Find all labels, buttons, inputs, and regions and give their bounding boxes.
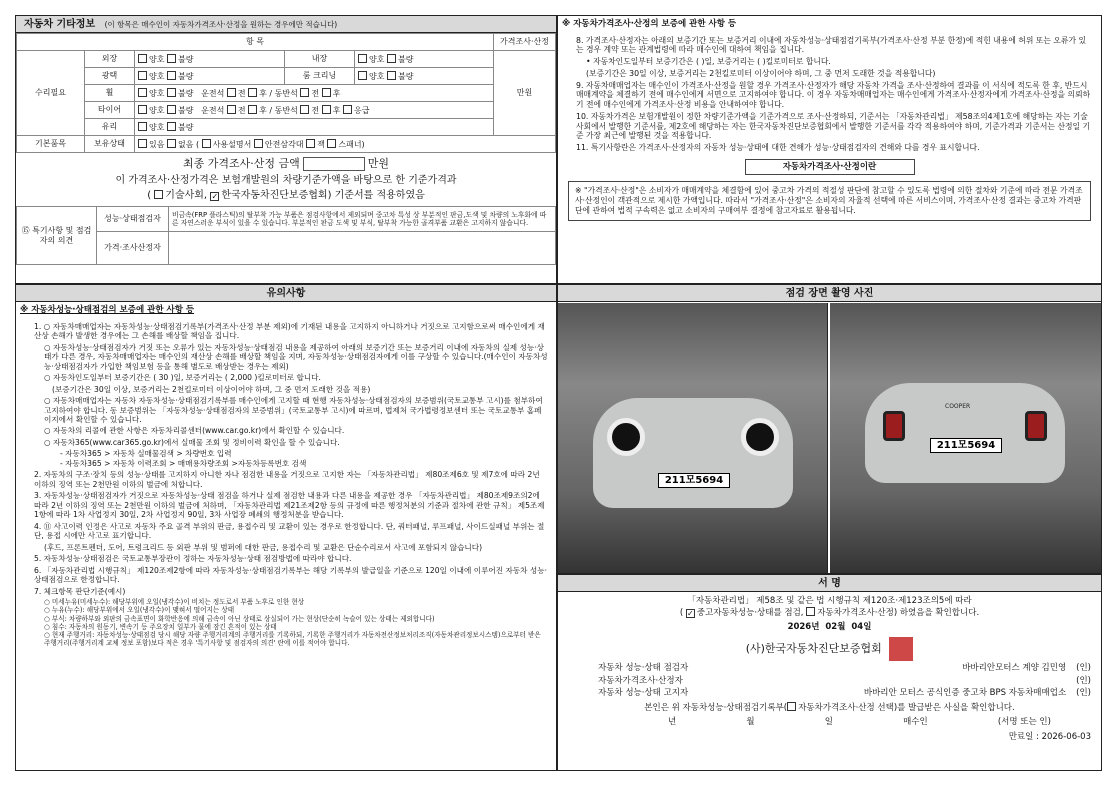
used-car-check-checkbox[interactable]	[686, 609, 695, 618]
photo-header: 점검 장면 촬영 사진	[558, 285, 1101, 302]
rear-photo[interactable]	[830, 303, 1102, 573]
criteria-item: ○ 침수: 자동차의 원동기, 변속기 등 주요장치 일부가 물에 잠긴 흔적이 있는 상태	[44, 622, 277, 631]
interior-good-checkbox[interactable]	[358, 54, 367, 63]
guarantee-item-11: 11. 특기사항란은 가격조사·산정자의 자동차 성능·상태에 대한 견해가 성능·상태점검자의 견해와 다를 경우 표시합니다.	[576, 142, 980, 152]
basis-line1: 이 가격조사·산정가격은 보험개발원의 차량기준가액을 바탕으로 한 기준가격과	[115, 175, 457, 186]
wheel-good-checkbox[interactable]	[138, 88, 147, 97]
row-exterior: 외장	[85, 51, 135, 68]
car-front-image	[593, 398, 793, 508]
guarantee-period: • 자동차인도일부터 보증기간은 ( )일, 보증거리는 ( )킬로미터로 합니다.	[586, 57, 831, 67]
basis-line2: ( 기술사회, ✓ 한국자동차진단보증협회) 기준서를 적용하였음	[16, 190, 556, 203]
guarantee-item-8: 8. 가격조사·산정자는 아래의 보증기간 또는 보증거리 이내에 자동차성능·상태점검기록부(가격조사·산정 부분 한정)에 적힌 내용에 허위 또는 오류가 있는 경우 계약 또는 관계법령에 따라 매수인에 대하여 책임을 집니다.	[576, 35, 1087, 55]
basic-none-checkbox[interactable]	[167, 139, 176, 148]
col-price: 가격조사·산정	[494, 34, 556, 51]
guarantee-item-9: 9. 자동차매매업자는 매수인이 가격조사·산정을 원할 경우 가격조사·산정자가 해당 자동차 가격을 조사·산정하여 결과를 이 서식에 적도록 한 후, 반드시 매매계약을 체결하기 전에 매수인에게 서면으로 고지하여야 합니다. 이 경우 자동차매매업자는 매수인에게 가격조사·산정자에게 가격조사·산정을 의뢰하기 전에 매수인에게 가격조사·산정 비용을 안내하여야 합니다.	[576, 80, 1091, 110]
repair-price-unit: 만원	[494, 51, 556, 136]
tech-society-checkbox[interactable]	[154, 190, 163, 199]
note-item: 1. ○ 자동차매매업자는 자동차성능·상태점검기록부(가격조사·산정 부분 제외)에 기재된 내용을 고지하지 아니하거나 거짓으로 고지함으로써 매수인에게 재산상 손해가 발생한 경우에는 그 손해를 배상할 책임을 집니다.	[34, 321, 545, 341]
expiry-date: 만료일 : 2026-06-03	[1008, 732, 1091, 742]
manual-checkbox[interactable]	[202, 139, 211, 148]
rear-plate: 211모5694	[930, 438, 1002, 453]
special-label: ⑮ 특기사항 및 점검자의 의견	[17, 207, 97, 265]
law-line1: 「자동차관리법」 제58조 및 같은 법 시행규칙 제120조·제123조의5에 따라	[687, 596, 972, 606]
tire-passenger-front-checkbox[interactable]	[300, 105, 309, 114]
special-table	[16, 206, 556, 265]
inspector-opinion: 비금속(FRP 플라스틱)의 탈부착 가능 부품은 점검사항에서 제외되며 중고차 특성 상 부분적인 판금,도색 및 차량의 노후화에 따른 자연스러운 부식이 있을 수 있습니다. 부분적인 판금 도색 및 부식, 탈부착 가능한 골격부품 교환은 고지하지 않습니다.	[169, 207, 556, 232]
price-inspector-opinion	[169, 232, 556, 265]
note-item: 2. 자동차의 구조·장치 등의 성능·상태를 고지하지 아니한 자나 점검한 내용을 거짓으로 고지한 자는 「자동차관리법」 제80조제6호 및 제7호에 따라 2년 이하의 징역 또는 2천만원 이하의 벌금에 처합니다.	[34, 470, 540, 489]
buyer-row: 년 월 일 매수인 (서명 또는 인)	[668, 717, 1051, 728]
glass-bad-checkbox[interactable]	[167, 122, 176, 131]
glass-good-checkbox[interactable]	[138, 122, 147, 131]
photo-panel	[557, 284, 1102, 574]
cooper-badge: COOPER	[945, 403, 971, 410]
final-price-input[interactable]	[303, 157, 365, 171]
row-glass: 유리	[85, 119, 135, 136]
other-info-note: (이 항목은 매수인이 자동차가격조사·산정을 원하는 경우에만 적습니다)	[104, 20, 338, 29]
law-line2: ( ✓중고자동차성능·상태를 점검, 자동차가격조사·산정) 하였음을 확인합니다.	[568, 607, 1091, 619]
final-price-line: 최종 가격조사·산정 금액 만원	[182, 157, 389, 170]
note-item: ○ 자동차365(www.car365.go.kr)에서 실매물 조회 및 정비이력 확인을 할 수 있습니다.	[44, 437, 340, 447]
cleaning-bad-checkbox[interactable]	[387, 71, 396, 80]
wheel-bad-checkbox[interactable]	[167, 88, 176, 97]
front-photo[interactable]	[558, 303, 828, 573]
polish-bad-checkbox[interactable]	[167, 71, 176, 80]
price-definition-title: 자동차가격조사·산정이란	[745, 159, 915, 176]
signature-header: 서 명	[558, 575, 1101, 592]
interior-bad-checkbox[interactable]	[387, 54, 396, 63]
price-guarantee-title: ※ 자동차가격조사·산정의 보증에 관한 사항 등	[562, 19, 737, 29]
row-wheel: 휠	[85, 85, 135, 102]
exterior-bad-checkbox[interactable]	[167, 54, 176, 63]
note-item: ○ 자동차인도일부터 보증기간은 ( 30 )일, 보증거리는 ( 2,000 )킬로미터로 합니다.	[44, 373, 321, 383]
tire-good-checkbox[interactable]	[138, 105, 147, 114]
note-item: 5. 자동차성능·상태점검은 국토교통부장관이 정하는 자동차성능·상태 점검방법에 따라야 합니다.	[34, 554, 352, 564]
basic-items-label: 기본품목	[17, 136, 85, 153]
other-info-header	[16, 16, 556, 33]
note-item: (후드, 프론트펜더, 도어, 트렁크리드 등 외판 부위 및 범퍼에 대한 판금, 용접수리 및 교환은 단순수리로서 사고에 포함되지 않습니다)	[44, 542, 483, 552]
notes-panel	[15, 284, 557, 771]
org-name: (사)한국자동차진단보증협회	[568, 637, 1091, 661]
exterior-good-checkbox[interactable]	[138, 54, 147, 63]
price-inspector-label: 가격·조사산정자	[97, 232, 169, 265]
price-select-checkbox[interactable]	[787, 702, 796, 711]
buyer-sign-field[interactable]: (서명 또는 인)	[997, 717, 1051, 728]
confirm-line: 본인은 위 자동차성능·상태점검기록부( 자동차가격조사·산정 선택)를 발급받은 사실을 확인합니다.	[644, 702, 1015, 713]
note-item: 6. 「자동차관리법 시행규칙」 제120조제2항에 따라 자동차성능·상태점검기록부는 해당 기록부의 발급일을 기준으로 120일 이내에 이루어진 자동차 성능·상태점검으로 한정합니다.	[34, 565, 547, 585]
triangle-checkbox[interactable]	[254, 139, 263, 148]
price-definition-note: ※ "가격조사·산정"은 소비자가 매매계약을 체결함에 있어 중고차 가격의 적절성 판단에 참고할 수 있도록 법령에 의한 절차와 기준에 따라 전문 가격조사·산정인이 객관적으로 제시한 가액입니다. 따라서 "가격조사·산정"은 소비자의 자율적 선택에 따른 서비스이며, 가격조사·산정 결과는 중고차 가격판단에 관하여 법적 구속력은 없고 소비자의 구매여부 결정에 참고자료로 활용됩니다.	[568, 181, 1091, 220]
kadia-checkbox[interactable]	[210, 192, 219, 201]
note-item: - 자동차365 > 자동차 실매물검색 > 차량번호 입력	[60, 449, 232, 459]
repair-table: 항 목 가격조사·산정 수리필요 외장 양호 불량 내장 양호 불량 만원 광택 양호 불량 룸 크리닝 양호 불량 휠 양호 불량 운전석 전 후 / 동반석 전 후 타이어 양호 불량 운전석 전 후 / 동반석 전 후 응급 유리 양호 불량 기본품목 보유상태 있음 없음 ( 사용설명서 안전삼각대 잭 스패너)	[16, 33, 556, 153]
col-item: 항 목	[17, 34, 494, 51]
jack-checkbox[interactable]	[306, 139, 315, 148]
guarantee-item-10: 10. 자동차가격은 보험개발원이 정한 차량기준가액을 기준가격으로 조사·산정하되, 기준서는 「자동차관리법」 제58조의4제1호에 해당하는 자는 기술사회에서 발행한 기준서를, 제2호에 해당하는 자는 한국자동차진단보증협회에서 발행한 기준서를 각각 적용하여야 하며, 기준가격과 기준서는 산정일 기준 가장 최근에 발행된 것을 적용합니다.	[576, 111, 1091, 141]
org-seal-icon	[889, 637, 913, 661]
wheel-passenger-rear-checkbox[interactable]	[322, 88, 331, 97]
criteria-item: ○ 현재 주행거리: 자동차성능·상태점검 당시 해당 자량 주행거리계의 주행거리를 기록하되, 기록한 주행거리가 자동차전산정보처리조직(자동차관리정보시스템)으로부터 받은 주행거리(주행거리계 교체 정보 포함)보다 적은 경우 '특기사항 및 점검자의 의견' 란에 이를 적어야 합니다.	[44, 631, 541, 648]
wheel-driver-front-checkbox[interactable]	[227, 88, 236, 97]
signature-panel	[557, 574, 1102, 771]
sign-row-price: 자동차가격조사·산정자 (인)	[598, 675, 1091, 686]
guarantee-period-note: (보증기간은 30일 이상, 보증거리는 2천킬로미터 이상이어야 하며, 그 중 먼저 도래한 것을 적용합니다)	[586, 68, 936, 78]
row-interior: 내장	[285, 51, 355, 68]
inspector-label: 성능·상태점검자	[97, 207, 169, 232]
wheel-passenger-front-checkbox[interactable]	[300, 88, 309, 97]
note-item: ○ 자동차매매업자는 자동차 자동차성능·상태점검기록부를 매수인에게 고지할 때 현행 자동차성능·상태점검자의 보증범위(국토교통부 고시)를 첨부하여 고지하여야 합니다. 동 보증범위는 「자동차성능·상태점검자의 보증범위」(국토교통부 고시)에 따르며, 법제처 국가법령정보센터 또는 국토교통부 홈페이지에서 확인할 수 있습니다.	[44, 396, 543, 424]
note-item: (보증기간은 30일 이상, 보증거리는 2천킬로미터 이상이어야 하며, 그 중 먼저 도래한 것을 적용)	[52, 384, 371, 394]
sign-row-inspector: 자동차 성능·상태 점검자 바바리안모터스 계양 김민영 (인)	[598, 662, 1091, 673]
price-check-checkbox[interactable]	[806, 607, 815, 616]
notes-header: 유의사항	[16, 285, 556, 302]
polish-good-checkbox[interactable]	[138, 71, 147, 80]
row-tire: 타이어	[85, 102, 135, 119]
note-item: - 자동차365 > 자동차 이력조회 > 매매용차량조회 >자동차등록번호 검색	[60, 458, 307, 468]
wheel-driver-rear-checkbox[interactable]	[248, 88, 257, 97]
criteria-item: ○ 미세누유(미세누수): 해당부위에 오일(냉각수)이 비치는 정도로서 부품 노후로 인한 현상	[44, 598, 305, 607]
front-plate: 211모5694	[658, 473, 730, 488]
criteria-item: ○ 누유(누수): 해당부위에서 오일(냉각수)이 맺혀서 떨어지는 상태	[44, 606, 235, 615]
note-item: 4. ⑪ 사고이력 인정은 사고로 자동차 주요 골격 부위의 판금, 용접수리 및 교환이 있는 경우로 한정합니다. 단, 쿼터패널, 루프패널, 사이드실패널 부위는 절단, 용접 시에만 사고로 표기합니다.	[34, 521, 545, 541]
row-room-cleaning: 룸 크리닝	[285, 68, 355, 85]
note-item: 7. 체크항목 판단기준(예시)	[34, 586, 126, 596]
criteria-item: ○ 부식: 차량하부와 외판의 금속표면이 화학반응에 의해 금속이 아닌 상태로 상실되어 가는 현상(단순히 녹슬어 있는 상태는 제외합니다)	[44, 614, 435, 623]
tire-driver-front-checkbox[interactable]	[227, 105, 236, 114]
tire-bad-checkbox[interactable]	[167, 105, 176, 114]
tire-passenger-rear-checkbox[interactable]	[322, 105, 331, 114]
car-rear-image	[865, 383, 1065, 483]
other-info-panel	[15, 15, 557, 284]
note-item: ○ 자동차의 리콜에 관한 사항은 자동차리콜센터(www.car.go.kr)에서 확인할 수 있습니다.	[44, 426, 345, 436]
other-info-title: 자동차 기타정보	[24, 19, 96, 30]
sign-row-notifier: 자동차 성능·상태 고지자 바바리안 모터스 공식인증 중고차 BPS 자동차매매업소 (인)	[598, 688, 1091, 699]
basic-items-state: 보유상태	[85, 136, 135, 153]
tire-driver-rear-checkbox[interactable]	[248, 105, 257, 114]
basic-has-checkbox[interactable]	[138, 139, 147, 148]
row-polish: 광택	[85, 68, 135, 85]
spanner-checkbox[interactable]	[327, 139, 336, 148]
cleaning-good-checkbox[interactable]	[358, 71, 367, 80]
note-item: ○ 자동차성능·상태점검자가 거짓 또는 오류가 있는 자동차성능·상태점검 내용을 제공하여 아래의 보증기간 또는 보증거리 이내에 자동차의 실제 성능·상태가 다른 경우, 자동차매매업자는 매수인의 재산상 손해를 배상할 책임을 지며, 자동차성능·상태점검자에게 이를 구상할 수 있습니다.(매수인이 자동차성능·상태점검자가 가입한 책임보험 등을 통해 별도로 배상받는 경우는 제외)	[44, 342, 548, 371]
notes-subtitle: ※ 자동차성능·상태점검의 보증에 관한 사항 등	[20, 305, 195, 315]
note-item: 3. 자동차성능·상태점검자가 거짓으로 자동차성능·상태 점검을 하거나 실제 점검한 내용과 다른 내용을 제공한 경우 「자동차관리법」 제80조제9조의2에 따라 2년 이하의 징역 또는 2천만원 이하의 벌금에 처하며, 「자동차관리법 제21조제2항 등의 규정에 따른 행정처분의 기준과 절차에 관한 규칙」 제5조제1항에 따라 1차 사업정지 30일, 2차 사업정지 90일, 3차 사업장 폐쇄의 행정처분을 받습니다.	[34, 491, 545, 520]
sign-date: 2026년 02월 04일	[787, 622, 872, 633]
repair-label: 수리필요	[17, 51, 85, 136]
tire-emergency-checkbox[interactable]	[343, 105, 352, 114]
price-guarantee-panel	[557, 15, 1102, 284]
